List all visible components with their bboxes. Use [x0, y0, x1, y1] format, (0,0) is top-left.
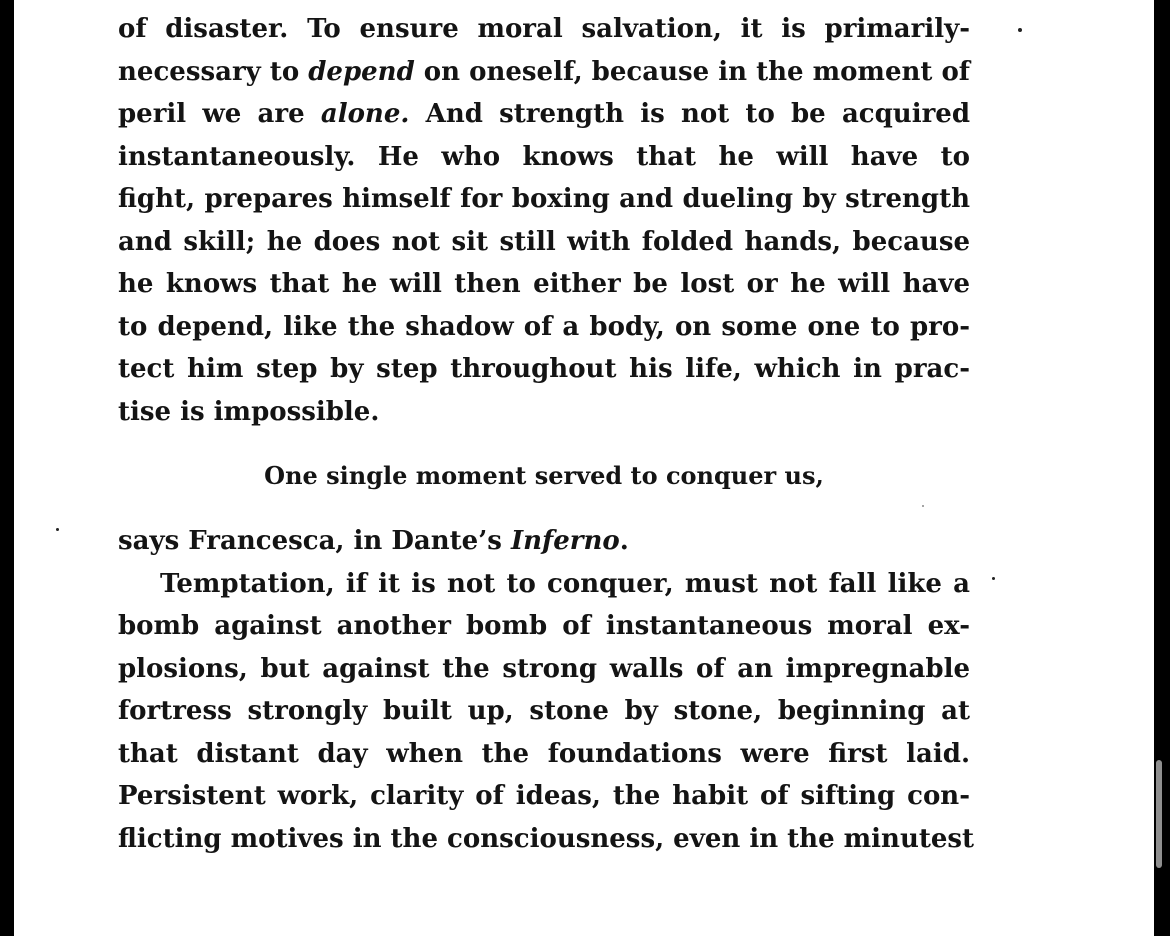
- scanned-page: [14, 0, 1154, 936]
- text-line: necessary to depend on oneself, because in the moment of: [118, 56, 970, 87]
- text-line: tect him step by step throughout his life, which in prac-: [118, 354, 970, 384]
- text-line: plosions, but against the strong walls of an impregnable: [118, 653, 970, 684]
- text-line: tise is impossible.: [118, 396, 380, 427]
- text-line: fight, prepares himself for boxing and dueling by strength: [118, 184, 970, 214]
- text-line: and skill; he does not sit still with folded hands, because: [118, 226, 970, 257]
- italic-title: Inferno: [510, 526, 620, 556]
- text-line: Temptation, if it is not to conquer, must not fall like a: [160, 568, 970, 599]
- text-line: of disaster. To ensure moral salvation, it is primarily-: [118, 14, 970, 44]
- scan-speck: [1018, 28, 1022, 32]
- italic-word: alone.: [320, 99, 410, 129]
- italic-word: depend: [308, 56, 415, 87]
- block-quote: One single moment served to conquer us,: [264, 461, 824, 490]
- text-line: flicting motives in the consciousness, even in the minutest: [118, 823, 975, 854]
- paragraph-1: [118, 8, 970, 433]
- text-line: fortress strongly built up, stone by stone, beginning at: [118, 696, 970, 726]
- text-line: he knows that he will then either be lost or he will have: [118, 269, 970, 299]
- text-line: Persistent work, clarity of ideas, the habit of sifting con-: [118, 781, 970, 811]
- paragraph-2: [118, 520, 975, 860]
- scan-speck: [56, 528, 59, 531]
- scrollbar-thumb[interactable]: [1156, 760, 1162, 868]
- text-line: peril we are alone. And strength is not to be acquired: [118, 99, 971, 129]
- text-line: that distant day when the foundations were first laid.: [118, 738, 970, 769]
- scan-speck: [922, 505, 924, 507]
- text-line: bomb against another bomb of instantaneous moral ex-: [118, 611, 970, 641]
- attribution-line: says Francesca, in Dante’s Inferno.: [118, 526, 629, 556]
- text-line: instantaneously. He who knows that he will have to: [118, 141, 970, 172]
- scan-speck: [992, 577, 995, 580]
- text-line: to depend, like the shadow of a body, on some one to pro-: [118, 311, 970, 342]
